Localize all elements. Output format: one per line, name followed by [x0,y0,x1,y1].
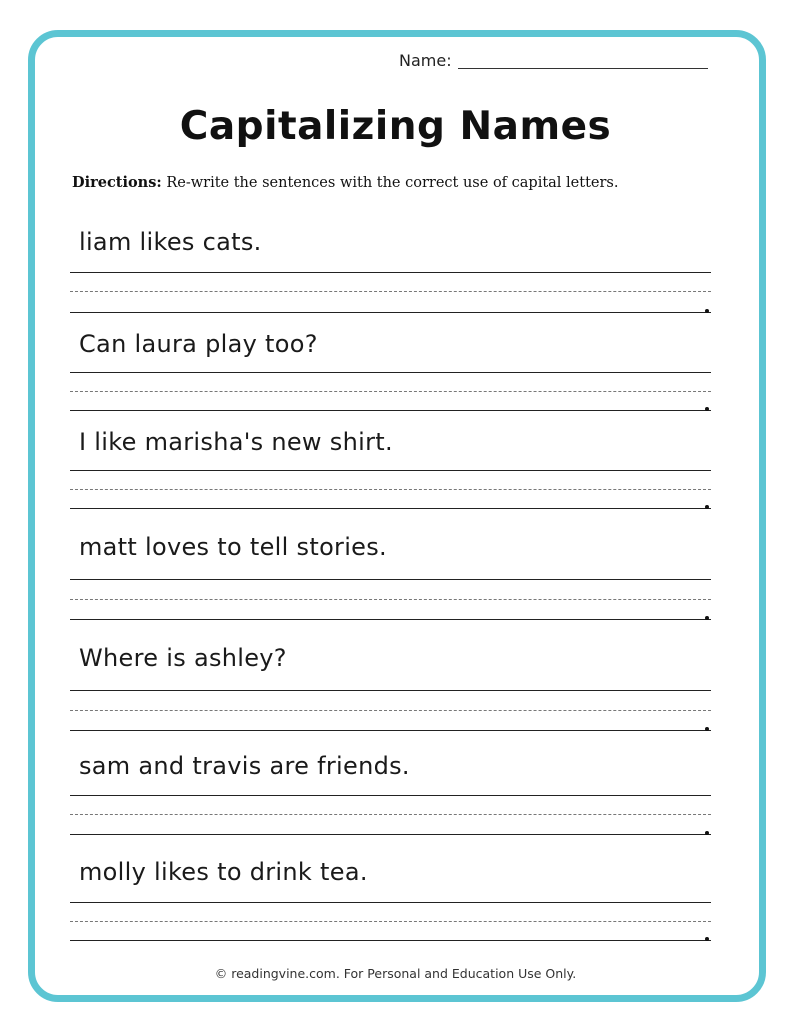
exercise-sentence: Can laura play too? [79,330,318,358]
exercise-sentence: sam and travis are friends. [79,752,410,780]
writing-line-base[interactable] [70,730,711,731]
exercise-item [70,858,711,968]
exercise-sentence: liam likes cats. [79,228,262,256]
writing-line-base[interactable] [70,940,711,941]
exercise-sentence: molly likes to drink tea. [79,858,368,886]
name-field [399,51,708,70]
writing-line-base[interactable] [70,410,711,411]
writing-line-top[interactable] [70,579,711,580]
directions-text: Re-write the sentences with the correct use of capital letters. [161,175,619,191]
writing-line-middle [70,710,711,711]
writing-line-base[interactable] [70,312,711,313]
period-dot [705,937,709,941]
period-dot [705,616,709,620]
copyright-footer: © readingvine.com. For Personal and Education Use Only. [214,966,577,981]
exercise-item [70,428,711,538]
exercise-item [70,644,711,754]
writing-line-middle [70,921,711,922]
writing-line-middle [70,599,711,600]
exercise-item [70,330,711,440]
writing-line-top[interactable] [70,690,711,691]
name-blank-line[interactable] [458,68,708,69]
writing-line-base[interactable] [70,508,711,509]
exercise-sentence: Where is ashley? [79,644,287,672]
writing-line-top[interactable] [70,372,711,373]
exercise-item [70,533,711,643]
exercise-sentence: matt loves to tell stories. [79,533,387,561]
period-dot [705,727,709,731]
exercise-sentence: I like marisha's new shirt. [79,428,393,456]
directions [72,174,618,191]
writing-line-top[interactable] [70,470,711,471]
writing-line-top[interactable] [70,272,711,273]
page-title: Capitalizing Names [179,104,612,149]
period-dot [705,505,709,509]
writing-line-middle [70,291,711,292]
name-label: Name: [399,51,452,70]
writing-line-middle [70,391,711,392]
directions-label: Directions: [72,174,162,191]
exercise-item [70,228,711,338]
period-dot [705,831,709,835]
writing-line-top[interactable] [70,902,711,903]
writing-line-base[interactable] [70,619,711,620]
period-dot [705,407,709,411]
period-dot [705,309,709,313]
writing-line-middle [70,489,711,490]
exercise-item [70,752,711,862]
writing-line-base[interactable] [70,834,711,835]
writing-line-top[interactable] [70,795,711,796]
writing-line-middle [70,814,711,815]
